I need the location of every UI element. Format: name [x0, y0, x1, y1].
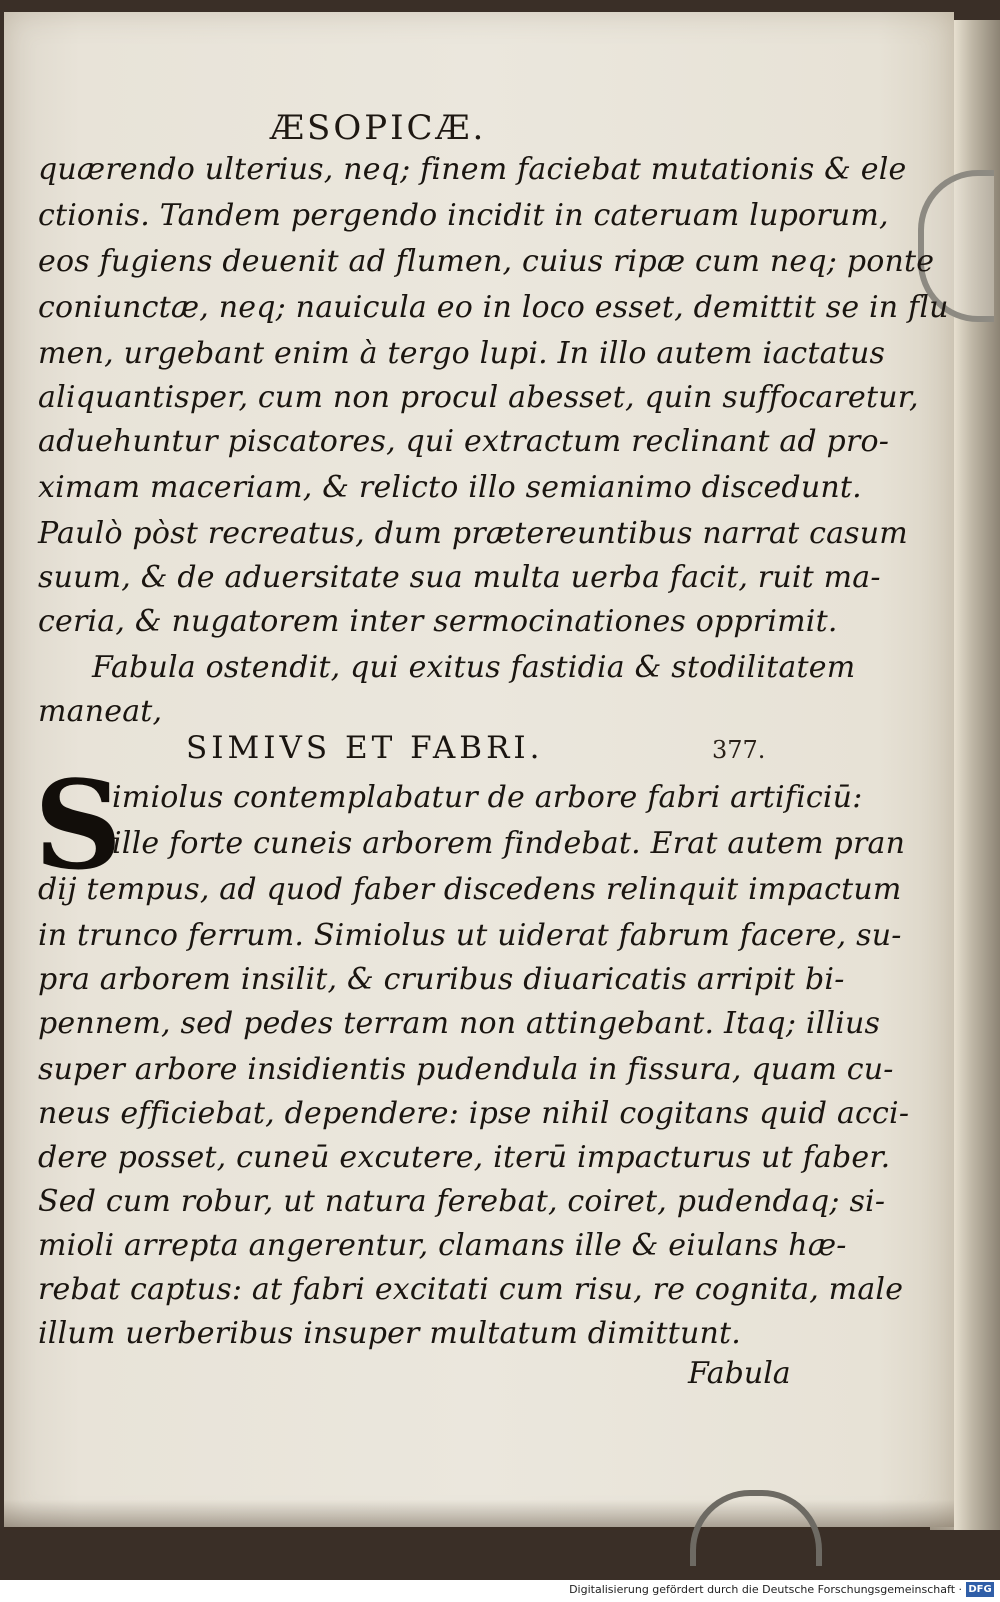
text-line: in trunco ferrum. Simiolus ut uiderat fabrum facere, su-: [38, 918, 902, 953]
footer-credit: Digitalisierung gefördert durch die Deutsche Forschungsgemeinschaft ·: [569, 1583, 962, 1596]
running-head: ÆSOPICÆ.: [270, 108, 487, 148]
fable-title: SIMIVS ET FABRI.: [186, 730, 544, 766]
text-line: dere posset, cuneū excutere, iterū impacturus ut faber.: [38, 1140, 891, 1175]
drop-cap: S: [34, 753, 123, 897]
dfg-logo: DFG: [966, 1582, 994, 1597]
text-line: ceria, & nugatorem inter sermocinationes opprimit.: [38, 604, 838, 639]
text-line: pennem, sed pedes terram non attingebant. Itaq; illius: [38, 1006, 881, 1041]
text-line: super arbore insidientis pudendula in fissura, quam cu-: [38, 1052, 894, 1087]
text-line: Paulò pòst recreatus, dum prætereuntibus narrat casum: [38, 516, 908, 551]
text-line: ille forte cuneis arborem findebat. Erat autem pran: [112, 826, 906, 861]
text-line: pra arborem insilit, & cruribus diuaricatis arripit bi-: [38, 962, 845, 997]
text-line: suum, & de aduersitate sua multa uerba facit, ruit ma-: [38, 560, 881, 595]
catchword: Fabula: [688, 1356, 791, 1391]
text-line: illum uerberibus insuper multatum dimittunt.: [38, 1316, 741, 1351]
text-line: coniunctæ, neq; nauicula eo in loco esset, demittit se in flu: [38, 290, 949, 325]
text-line: imiolus contemplabatur de arbore fabri artificiū:: [112, 780, 863, 815]
text-line: aliquantisper, cum non procul abesset, quin suffocaretur,: [38, 380, 919, 415]
text-line: ctionis. Tandem pergendo incidit in cateruam luporum,: [38, 198, 889, 233]
text-line: quærendo ulterius, neq; finem faciebat mutationis & ele: [38, 152, 907, 187]
text-line: dij tempus, ad quod faber discedens relinquit impactum: [38, 872, 902, 907]
text-line: men, urgebant enim à tergo lupi. In illo autem iactatus: [38, 336, 886, 371]
text-line: aduehuntur piscatores, qui extractum reclinant ad pro-: [38, 424, 890, 459]
text-line: Sed cum robur, ut natura ferebat, coiret, pudendaq; si-: [38, 1184, 886, 1219]
text-line: eos fugiens deuenit ad flumen, cuius ripæ cum neq; ponte: [38, 244, 935, 279]
text-line: rebat captus: at fabri excitati cum risu, re cognita, male: [38, 1272, 904, 1307]
fable-number: 377.: [712, 736, 766, 764]
text-line: neus efficiebat, dependere: ipse nihil cogitans quid acci-: [38, 1096, 910, 1131]
text-line: mioli arrepta angerentur, clamans ille & eiulans hæ-: [38, 1228, 847, 1263]
text-line: maneat,: [38, 694, 163, 729]
text-line: Fabula ostendit, qui exitus fastidia & stodilitatem: [92, 650, 856, 685]
text-line: ximam maceriam, & relicto illo semianimo discedunt.: [38, 470, 862, 505]
